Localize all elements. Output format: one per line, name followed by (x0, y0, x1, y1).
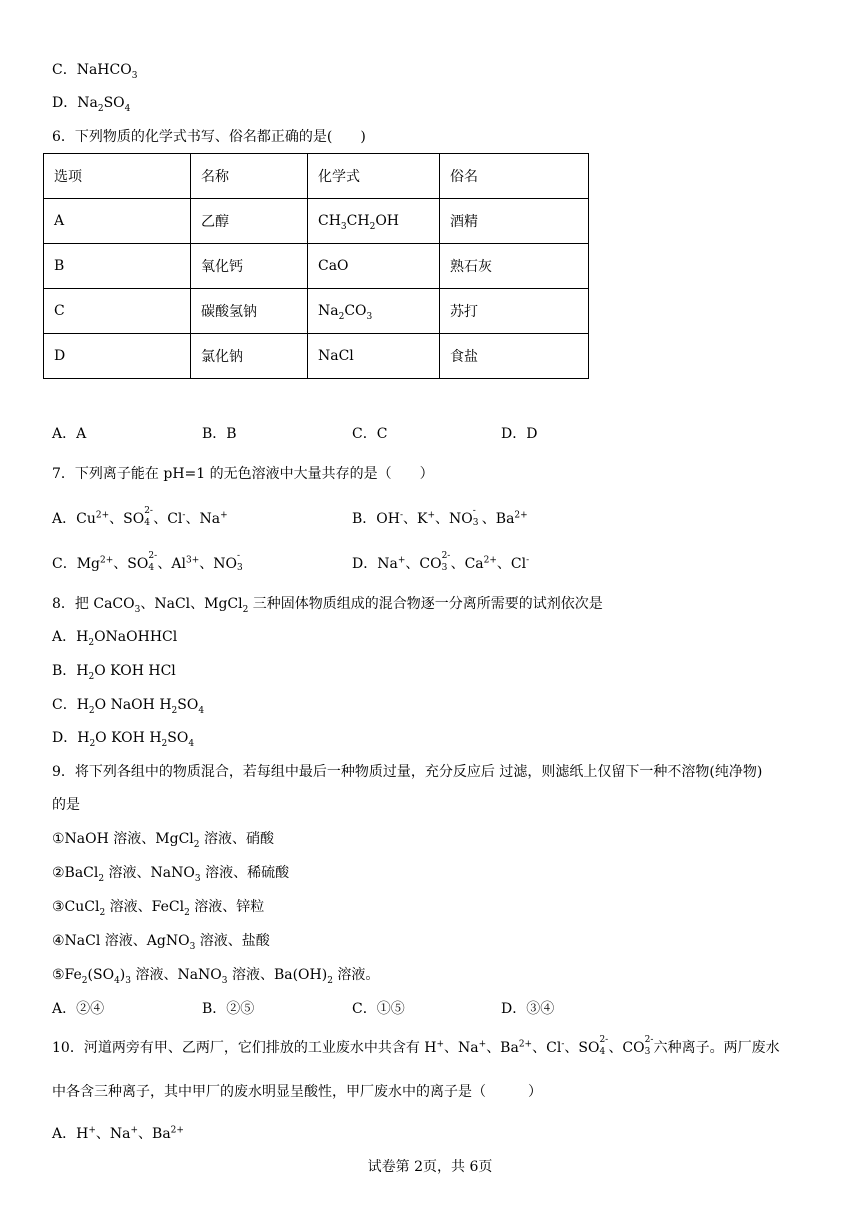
formula-cell: $Na_2CO_3$ (308, 289, 440, 334)
table-row (44, 334, 589, 379)
option-cell: C (44, 289, 191, 334)
name-cell: 氧化钙 (191, 244, 308, 289)
option-cell: D (44, 334, 191, 379)
q8-option-c: C．$H_2O$ NaOH $H_2SO_4$ (52, 697, 205, 716)
q8-option-a: A．$H_2ONaOHHCl$ (52, 629, 178, 648)
formula-cell: CaO (308, 244, 440, 289)
q7-choice-b: B．OH-、K+、NO - 3 、$Ba^{2+}$ (352, 506, 528, 528)
q9-item-2: ②BaCl$_2$ 溶液、NaNO$_3$ 溶液、稀硫酸 (52, 865, 290, 884)
q6-choice-a: A．A (52, 426, 87, 442)
q7-choice-d: D．Na+、CO 2- 3 、$Ca^{2+}$、Cl- (352, 551, 530, 573)
q9-item-3: ③CuCl$_2$ 溶液、FeCl$_2$ 溶液、锌粒 (52, 899, 265, 918)
header-cell: 选项 (44, 154, 191, 199)
q6-options-table (43, 153, 589, 379)
q9-choice-b: B．②⑤ (202, 1001, 255, 1017)
q7-choice-a: A．$Cu^{2+}$、SO 2- 4 、Cl-、Na+ (52, 506, 228, 528)
q7-stem: 7．下列离子能在 pH=1 的无色溶液中大量共存的是（ ） (52, 466, 434, 482)
header-cell: 俗名 (440, 154, 589, 199)
table-row (44, 199, 589, 244)
q10-option-a: A．H+、Na+、$Ba^{2+}$ (52, 1125, 184, 1142)
q6-stem: 6．下列物质的化学式书写、俗名都正确的是( ) (52, 129, 366, 145)
common-name-cell: 苏打 (440, 289, 589, 334)
common-name-cell: 熟石灰 (440, 244, 589, 289)
common-name-cell: 酒精 (440, 199, 589, 244)
table-header-row (44, 154, 589, 199)
table-row (44, 289, 589, 334)
formula-cell: NaCl (308, 334, 440, 379)
name-cell: 氯化钠 (191, 334, 308, 379)
q9-item-1: ①NaOH 溶液、MgCl$_2$ 溶液、硝酸 (52, 831, 274, 850)
q6-choice-c: C．C (352, 426, 388, 442)
q9-choice-d: D．③④ (501, 1001, 555, 1017)
q8-option-b: B．$H_2O$ KOH HCl (52, 663, 176, 682)
q8-stem: 8．把 CaCO$_3$、NaCl、MgCl$_2$ 三种固体物质组成的混合物逐一分离所需要的试剂依次是 (52, 596, 603, 615)
q5-option-d: D．$Na_2SO_4$ (52, 95, 131, 114)
q8-option-d: D．$H_2O$ KOH $H_2SO_4$ (52, 730, 195, 749)
header-cell: 化学式 (308, 154, 440, 199)
q9-item-5: $⑤Fe_2(SO_4)_3$ 溶液、NaNO$_3$ 溶液、$Ba(OH)_2$ 溶液。 (52, 967, 380, 986)
q9-item-4: ④NaCl 溶液、AgNO$_3$ 溶液、盐酸 (52, 933, 270, 952)
q7-choice-c: C．$Mg^{2+}$、SO 2- 4 、$Al^{3+}$、NO - 3 (52, 551, 243, 573)
q9-choice-c: C．①⑤ (352, 1001, 405, 1017)
option-cell: B (44, 244, 191, 289)
header-cell: 名称 (191, 154, 308, 199)
q9-stem-line1: 9．将下列各组中的物质混合，若每组中最后一种物质过量，充分反应后 过滤，则滤纸上仅留下一种不溶物(纯净物) (52, 764, 763, 780)
name-cell: 乙醇 (191, 199, 308, 244)
name-cell: 碳酸氢钠 (191, 289, 308, 334)
q10-stem-line2: 中各含三种离子，其中甲厂的废水明显呈酸性，甲厂废水中的离子是（ ） (52, 1084, 542, 1100)
q9-choice-a: A．②④ (52, 1001, 105, 1017)
option-cell: A (44, 199, 191, 244)
common-name-cell: 食盐 (440, 334, 589, 379)
q5-option-c: C．NaHCO$_3$ (52, 62, 138, 81)
q6-choice-d: D．D (501, 426, 538, 442)
page-footer: 试卷第 2页，共 6页 (367, 1159, 493, 1175)
q9-stem-line2: 的是 (52, 797, 80, 813)
formula-cell: $CH_3CH_2OH$ (308, 199, 440, 244)
table-row (44, 244, 589, 289)
q6-choice-b: B．B (202, 426, 237, 442)
q10-stem-line1: 10．河道两旁有甲、乙两厂，它们排放的工业废水中共含有 H+、Na+、$Ba^{2+}$、Cl-、SO 2- 4 、CO 2- 3 六种离子。两厂废水 (52, 1035, 780, 1057)
